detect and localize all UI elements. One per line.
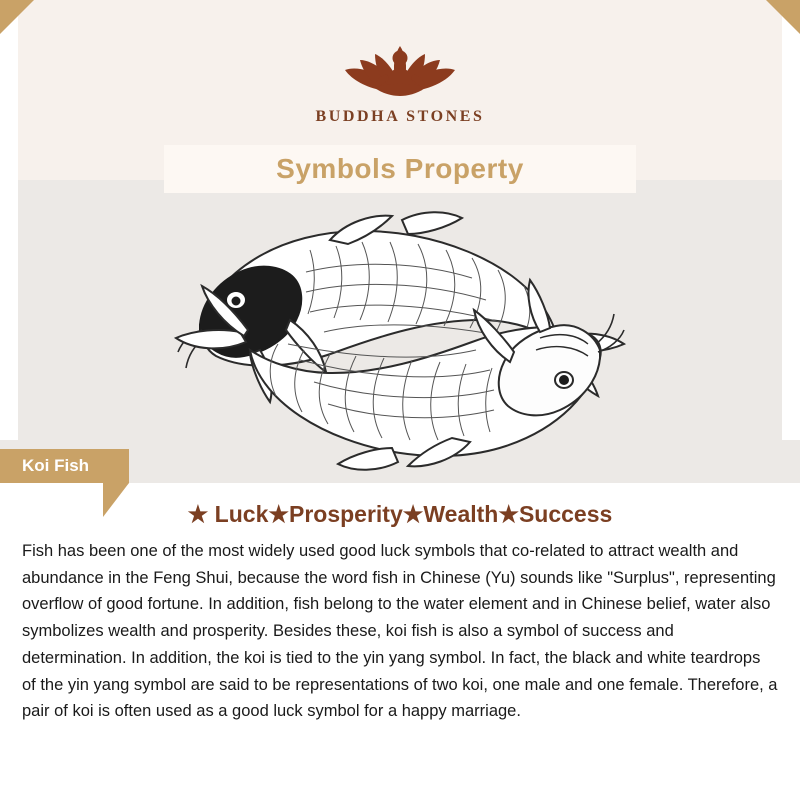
section-label-tag bbox=[0, 449, 129, 483]
right-edge-strip bbox=[782, 0, 800, 440]
two-koi-fish-yin-yang-illustration bbox=[140, 180, 660, 500]
description-paragraph: Fish has been one of the most widely used good luck symbols that co-related to attract wealth and abundance in the Feng Shui, because the word fish in Chinese (Yu) sounds like "Surplus", representing overflow of good fortune. In addition, fish belong to the water element and in Chinese belief, water also symbolizes wealth and prosperity. Besides these, koi fish is also a symbol of success and determination. In addition, the koi is tied to the yin yang symbol. In fact, the black and white teardrops of the yin yang symbol are said to be representations of two koi, one male and one female. Therefore, a pair of koi is often used as a good luck symbol for a happy marriage. bbox=[22, 542, 778, 721]
page-title bbox=[164, 145, 636, 193]
corner-decoration-top-right bbox=[766, 0, 800, 34]
page-title-text: Symbols Property bbox=[276, 153, 524, 184]
description-panel bbox=[0, 483, 800, 800]
left-edge-strip bbox=[0, 0, 18, 440]
section-label-point bbox=[103, 449, 129, 517]
brand-name: BUDDHA STONES bbox=[315, 108, 485, 125]
section-label-text: Koi Fish bbox=[0, 449, 103, 483]
lotus-meditation-icon bbox=[325, 22, 475, 106]
corner-decoration-top-left bbox=[0, 0, 34, 34]
brand-header bbox=[0, 0, 800, 148]
keywords-line: ★ Luck★Prosperity★Wealth★Success bbox=[187, 501, 613, 527]
